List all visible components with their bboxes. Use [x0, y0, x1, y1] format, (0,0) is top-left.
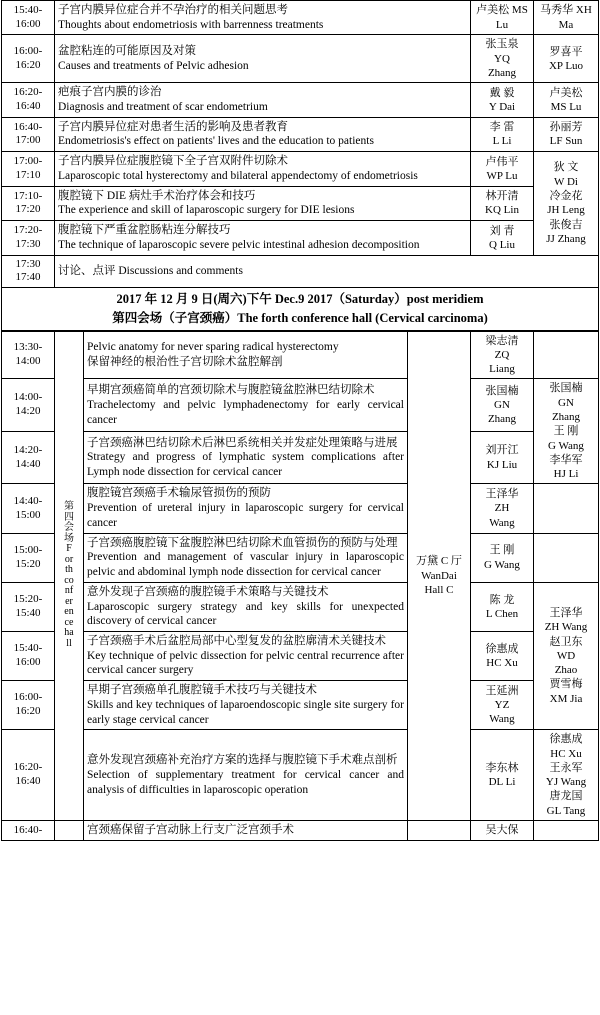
venue-hall-label: 万黛 C 厅 WanDai Hall C — [408, 331, 471, 821]
row-time: 15:20- 15:40 — [2, 582, 55, 631]
row-time: 14:40- 15:00 — [2, 484, 55, 533]
table-row — [2, 331, 599, 379]
table-row — [2, 152, 599, 186]
row-speaker: 王延洲 YZ Wang — [471, 681, 534, 730]
table-row — [2, 221, 599, 255]
table-row — [2, 35, 599, 83]
row-time: 16:20- 16:40 — [2, 83, 55, 117]
topic-cn: 疤痕子宫内膜的诊治 — [58, 86, 162, 99]
row-speaker: 梁志清 ZQ Liang — [471, 331, 534, 379]
table-row — [2, 730, 599, 821]
venue-vertical-label-cont — [55, 821, 84, 841]
table-row — [2, 186, 599, 220]
row-chair: 孙丽芳 LF Sun — [534, 117, 599, 151]
topic-cn: 子宫内膜异位症对患者生活的影响及患者教育 — [58, 120, 288, 133]
row-speaker: 卢美松 MS Lu — [471, 1, 534, 35]
topic-en: Laparoscopic surgery strategy and key skills for unexpected discovery of cervical cancer — [87, 600, 404, 628]
row-topic — [55, 1, 471, 35]
topic-en: Trachelectomy and pelvic lymphadenectomy for early cervical cancer — [87, 398, 404, 426]
row-topic — [55, 35, 471, 83]
topic-cn: 子宫内膜异位症合并不孕治疗的相关问题思考 — [58, 4, 288, 16]
row-speaker: 徐惠成 HC Xu — [471, 631, 534, 680]
table-row — [2, 631, 599, 680]
table-row — [2, 379, 599, 432]
topic-cn: 腹腔镜宫颈癌手术输尿管损伤的预防 — [87, 487, 271, 500]
row-time: 16:00- 16:20 — [2, 681, 55, 730]
row-speaker: 王泽华 ZH Wang — [471, 484, 534, 533]
section-header-line1: 2017 年 12 月 9 日(周六)下午 Dec.9 2017（Saturday）post meridiem — [116, 292, 484, 307]
row-topic — [84, 533, 408, 582]
row-chair: 马秀华 XH Ma — [534, 1, 599, 35]
row-time: 15:40- 16:00 — [2, 1, 55, 35]
row-speaker: 王 刚 G Wang — [471, 533, 534, 582]
row-chair: 卢美松 MS Lu — [534, 83, 599, 117]
section-header-row — [2, 288, 599, 331]
topic-cn: 子宫内膜异位症腹腔镜下全子宫双附件切除术 — [58, 155, 288, 168]
row-speaker: 卢伟平 WP Lu — [471, 152, 534, 186]
table-row — [2, 582, 599, 631]
row-time: 16:40- 17:00 — [2, 117, 55, 151]
row-time: 17:20- 17:30 — [2, 221, 55, 255]
chair-group: 张国楠 GN Zhang 王 刚 G Wang 李华军 HJ Li — [534, 379, 599, 484]
row-speaker: 林开清 KQ Lin — [471, 186, 534, 220]
topic-en: Prevention and management of vascular injury in laparoscopic pelvic and abdominal lymph node dissection for cervical cancer — [87, 551, 404, 579]
row-chair — [534, 484, 599, 533]
topic-en: Thoughts about endometriosis with barrenness treatments — [58, 18, 324, 31]
table-row — [2, 484, 599, 533]
topic-cn: 意外发现子宫颈癌的腹腔镜手术策略与关键技术 — [87, 585, 329, 598]
row-speaker: 刘 青 Q Liu — [471, 221, 534, 255]
chair-group: 狄 文 W Di 冷金花 JH Leng 张俊吉 JJ Zhang — [534, 152, 599, 255]
row-time: 15:00- 15:20 — [2, 533, 55, 582]
row-chair — [534, 331, 599, 379]
topic-en: Causes and treatments of Pelvic adhesion — [58, 59, 249, 72]
row-chair — [534, 533, 599, 582]
row-topic — [84, 631, 408, 680]
topic-en: Selection of supplementary treatment for cervical cancer and analysis of difficulties in laparoscopic operation — [87, 768, 404, 796]
table-row — [2, 533, 599, 582]
row-time: 17:00- 17:10 — [2, 152, 55, 186]
row-topic — [84, 681, 408, 730]
table-row — [2, 83, 599, 117]
topic-cn: 盆腔粘连的可能原因及对策 — [58, 45, 196, 58]
topic-en: Prevention of ureteral injury in laparoscopic surgery for cervical cancer — [87, 502, 404, 529]
topic-cn: 腹腔镜下严重盆腔肠粘连分解技巧 — [58, 224, 231, 237]
topic-en: Diagnosis and treatment of scar endometrium — [58, 101, 268, 114]
table-row — [2, 431, 599, 484]
row-time: 16:40- — [2, 821, 55, 841]
row-time: 13:30- 14:00 — [2, 331, 55, 379]
row-speaker: 李东林 DL Li — [471, 730, 534, 821]
topic-cn: 早期子宫颈癌单孔腹腔镜手术技巧与关键技术 — [87, 684, 317, 697]
row-topic — [84, 379, 408, 432]
schedule-table-part2 — [1, 331, 599, 841]
row-topic — [84, 331, 408, 379]
table-row — [2, 117, 599, 151]
topic-cn: 子宫颈癌淋巴结切除术后淋巴系统相关并发症处理策略与进展 — [87, 436, 398, 449]
row-time: 14:20- 14:40 — [2, 431, 55, 484]
table-row — [2, 1, 599, 35]
row-speaker: 戴 毅 Y Dai — [471, 83, 534, 117]
row-time: 14:00- 14:20 — [2, 379, 55, 432]
table-row-last — [2, 821, 599, 841]
row-topic — [84, 484, 408, 533]
topic-cn: 意外发现宫颈癌补充治疗方案的选择与腹腔镜下手术难点剖析 — [87, 754, 398, 767]
row-chair — [534, 821, 599, 841]
topic-cn: 保留神经的根治性子宫切除术盆腔解剖 — [87, 355, 283, 368]
row-speaker: 张国楠 GN Zhang — [471, 379, 534, 432]
topic-en: The technique of laparoscopic severe pelvic intestinal adhesion decomposition — [58, 238, 420, 251]
topic-cn: 子宫颈癌腹腔镜下盆腹腔淋巴结切除术血管损伤的预防与处理 — [87, 536, 398, 549]
row-time: 16:00- 16:20 — [2, 35, 55, 83]
row-time: 16:20- 16:40 — [2, 730, 55, 821]
row-topic — [84, 821, 408, 841]
row-time: 17:10- 17:20 — [2, 186, 55, 220]
row-topic — [55, 186, 471, 220]
row-speaker: 刘开江 KJ Liu — [471, 431, 534, 484]
row-topic — [84, 582, 408, 631]
row-speaker: 吴大保 — [471, 821, 534, 841]
row-topic — [84, 431, 408, 484]
table-row — [2, 681, 599, 730]
section-header-line2: 第四会场（子宫颈癌）The forth conference hall (Cervical carcinoma) — [112, 310, 488, 325]
topic-cn: 早期宫颈癌简单的宫颈切除术与腹腔镜盆腔淋巴结切除术 — [87, 384, 375, 397]
topic-en: Laparoscopic total hysterectomy and bilateral appendectomy of endometriosis — [58, 169, 418, 182]
topic-en: The experience and skill of laparoscopic surgery for DIE lesions — [58, 204, 355, 217]
row-chair: 罗喜平 XP Luo — [534, 35, 599, 83]
topic-en: Strategy and progress of lymphatic system complications after Lymph node dissection for cervical cancer — [87, 451, 404, 479]
topic-cn: 腹腔镜下 DIE 病灶手术治疗体会和技巧 — [58, 189, 256, 202]
schedule-table-part1 — [1, 0, 599, 331]
discussion-text: 讨论、点评 Discussions and comments — [55, 255, 599, 288]
topic-en: Skills and key techniques of laparoendoscopic single site surgery for early stage cervical cancer — [87, 698, 404, 726]
row-time: 15:40- 16:00 — [2, 631, 55, 680]
row-topic — [55, 117, 471, 151]
row-topic — [55, 221, 471, 255]
topic-cn: 子宫颈癌手术后盆腔局部中心型复发的盆腔廓清术关键技术 — [87, 634, 386, 647]
table-row-discussion — [2, 255, 599, 288]
topic-en: Key technique of pelvic dissection for pelvic central recurrence after cervical cancer surgery — [87, 649, 404, 677]
topic-en: Endometriosis's effect on patients' lives and the education to patients — [58, 135, 374, 148]
chair-group: 徐惠成 HC Xu 王永军 YJ Wang 唐龙国 GL Tang — [534, 730, 599, 821]
topic-cn: 宫颈癌保留子宫动脉上行支广泛宫颈手术 — [87, 824, 294, 837]
chair-group: 王泽华 ZH Wang 赵卫东 WD Zhao 贾雪梅 XM Jia — [534, 582, 599, 729]
row-topic — [55, 152, 471, 186]
venue-vertical-label: 第 四 会 场 F or th co nf er en ce ha ll — [55, 331, 84, 821]
row-time: 17:30 17:40 — [2, 255, 55, 288]
topic-en: Pelvic anatomy for never sparing radical hysterectomy — [87, 341, 339, 354]
row-speaker: 陈 龙 L Chen — [471, 582, 534, 631]
section-header — [2, 288, 599, 331]
row-topic — [84, 730, 408, 821]
row-speaker: 张玉泉 YQ Zhang — [471, 35, 534, 83]
row-topic — [55, 83, 471, 117]
row-speaker: 李 雷 L Li — [471, 117, 534, 151]
venue-hall-label-cont — [408, 821, 471, 841]
